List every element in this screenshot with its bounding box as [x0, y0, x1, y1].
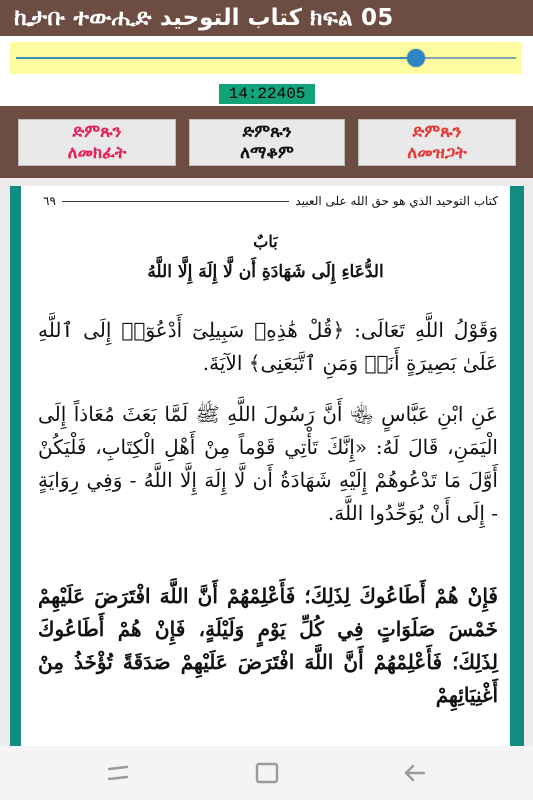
close-audio-label-line1: ድምጹን [412, 121, 462, 142]
close-audio-label-line2: ለመዝጋት [407, 142, 467, 163]
back-icon[interactable] [402, 760, 428, 786]
stop-audio-label-line1: ድምጹን [242, 121, 292, 142]
open-audio-button[interactable] [18, 119, 176, 166]
book-page[interactable] [21, 186, 510, 746]
open-audio-label-line1: ድምጹን [72, 121, 122, 142]
chapter-heading: الدُّعَاءِ إِلَى شَهَادَةِ أَن لَّا إِلَهَ إِلَّا اللَّهُ [147, 262, 384, 282]
stop-audio-button[interactable] [189, 119, 345, 166]
paragraph-2: عَنِ ابْنِ عَبَّاسٍ ﵄ أَنَّ رَسُولَ اللَّهِ ﷺ لَمَّا بَعَثَ مُعَاذاً إِلَى الْيَمَنِ، قَالَ لَهُ: «إِنَّكَ تَأْتِي قَوْماً مِنْ أَهْلِ الْكِتَابِ، فَلْيَكُنْ أَوَّلَ مَا تَدْعُوهُمْ إِلَيْهِ شَهَادَةُ أَن لَّا إِلَهَ إِلَّا اللَّهُ - وَفِي رِوَايَةٍ - إِلَى أَنْ يُوَحِّدُوا اللَّهَ. [38, 402, 498, 525]
system-nav-bar [0, 746, 533, 800]
paragraph-3: فَإِنْ هُمْ أَطَاعُوكَ لِذَلِكَ؛ فَأَعْلِمْهُمْ أَنَّ اللَّهَ افْتَرَضَ عَلَيْهِمْ خَمْسَ صَلَوَاتٍ فِي كُلِّ يَوْمٍ وَلَيْلَةٍ، فَإِنْ هُمْ أَطَاعُوكَ لِذَلِكَ؛ فَأَعْلِمْهُمْ أَنَّ اللَّهَ افْتَرَضَ عَلَيْهِمْ صَدَقَةً تُؤْخَذُ مِنْ أَغْنِيَائِهِمْ [38, 584, 498, 707]
seek-bar-thumb[interactable] [407, 49, 425, 67]
page-header [43, 192, 498, 210]
home-icon[interactable] [254, 760, 280, 786]
seek-bar-container [10, 42, 522, 74]
seek-bar[interactable] [16, 57, 516, 59]
app-title-bar [0, 0, 533, 36]
recent-apps-icon[interactable] [105, 760, 131, 786]
page-header-title: كتاب التوحيد الذي هو حق الله على العبيد [295, 194, 498, 208]
playback-time: 14:22405 [219, 84, 315, 104]
page-number: ٦٩ [43, 194, 56, 208]
page-header-rule [62, 200, 289, 202]
app-title: ኪታቡ ተውሒድ كتاب التوحيد ክፍል 05 [14, 5, 394, 31]
open-audio-label-line2: ለመክፈት [67, 142, 127, 163]
paragraph-1: وَقَوْلُ اللَّهِ تَعَالَى: ﴿قُلْ هَٰذِهِۦ سَبِيلِىٓ أَدْعُوٓا۟ إِلَى ٱللَّهِ عَلَىٰ بَصِيرَةٍ أَنَا۠ وَمَنِ ٱتَّبَعَنِى﴾ الآيَةَ. [38, 318, 498, 375]
stop-audio-label-line2: ለማቆም [240, 142, 294, 163]
close-audio-button[interactable] [358, 119, 516, 166]
chapter-label: بَابٌ [253, 232, 278, 251]
seek-bar-progress [16, 57, 416, 59]
control-button-bar [0, 106, 533, 178]
